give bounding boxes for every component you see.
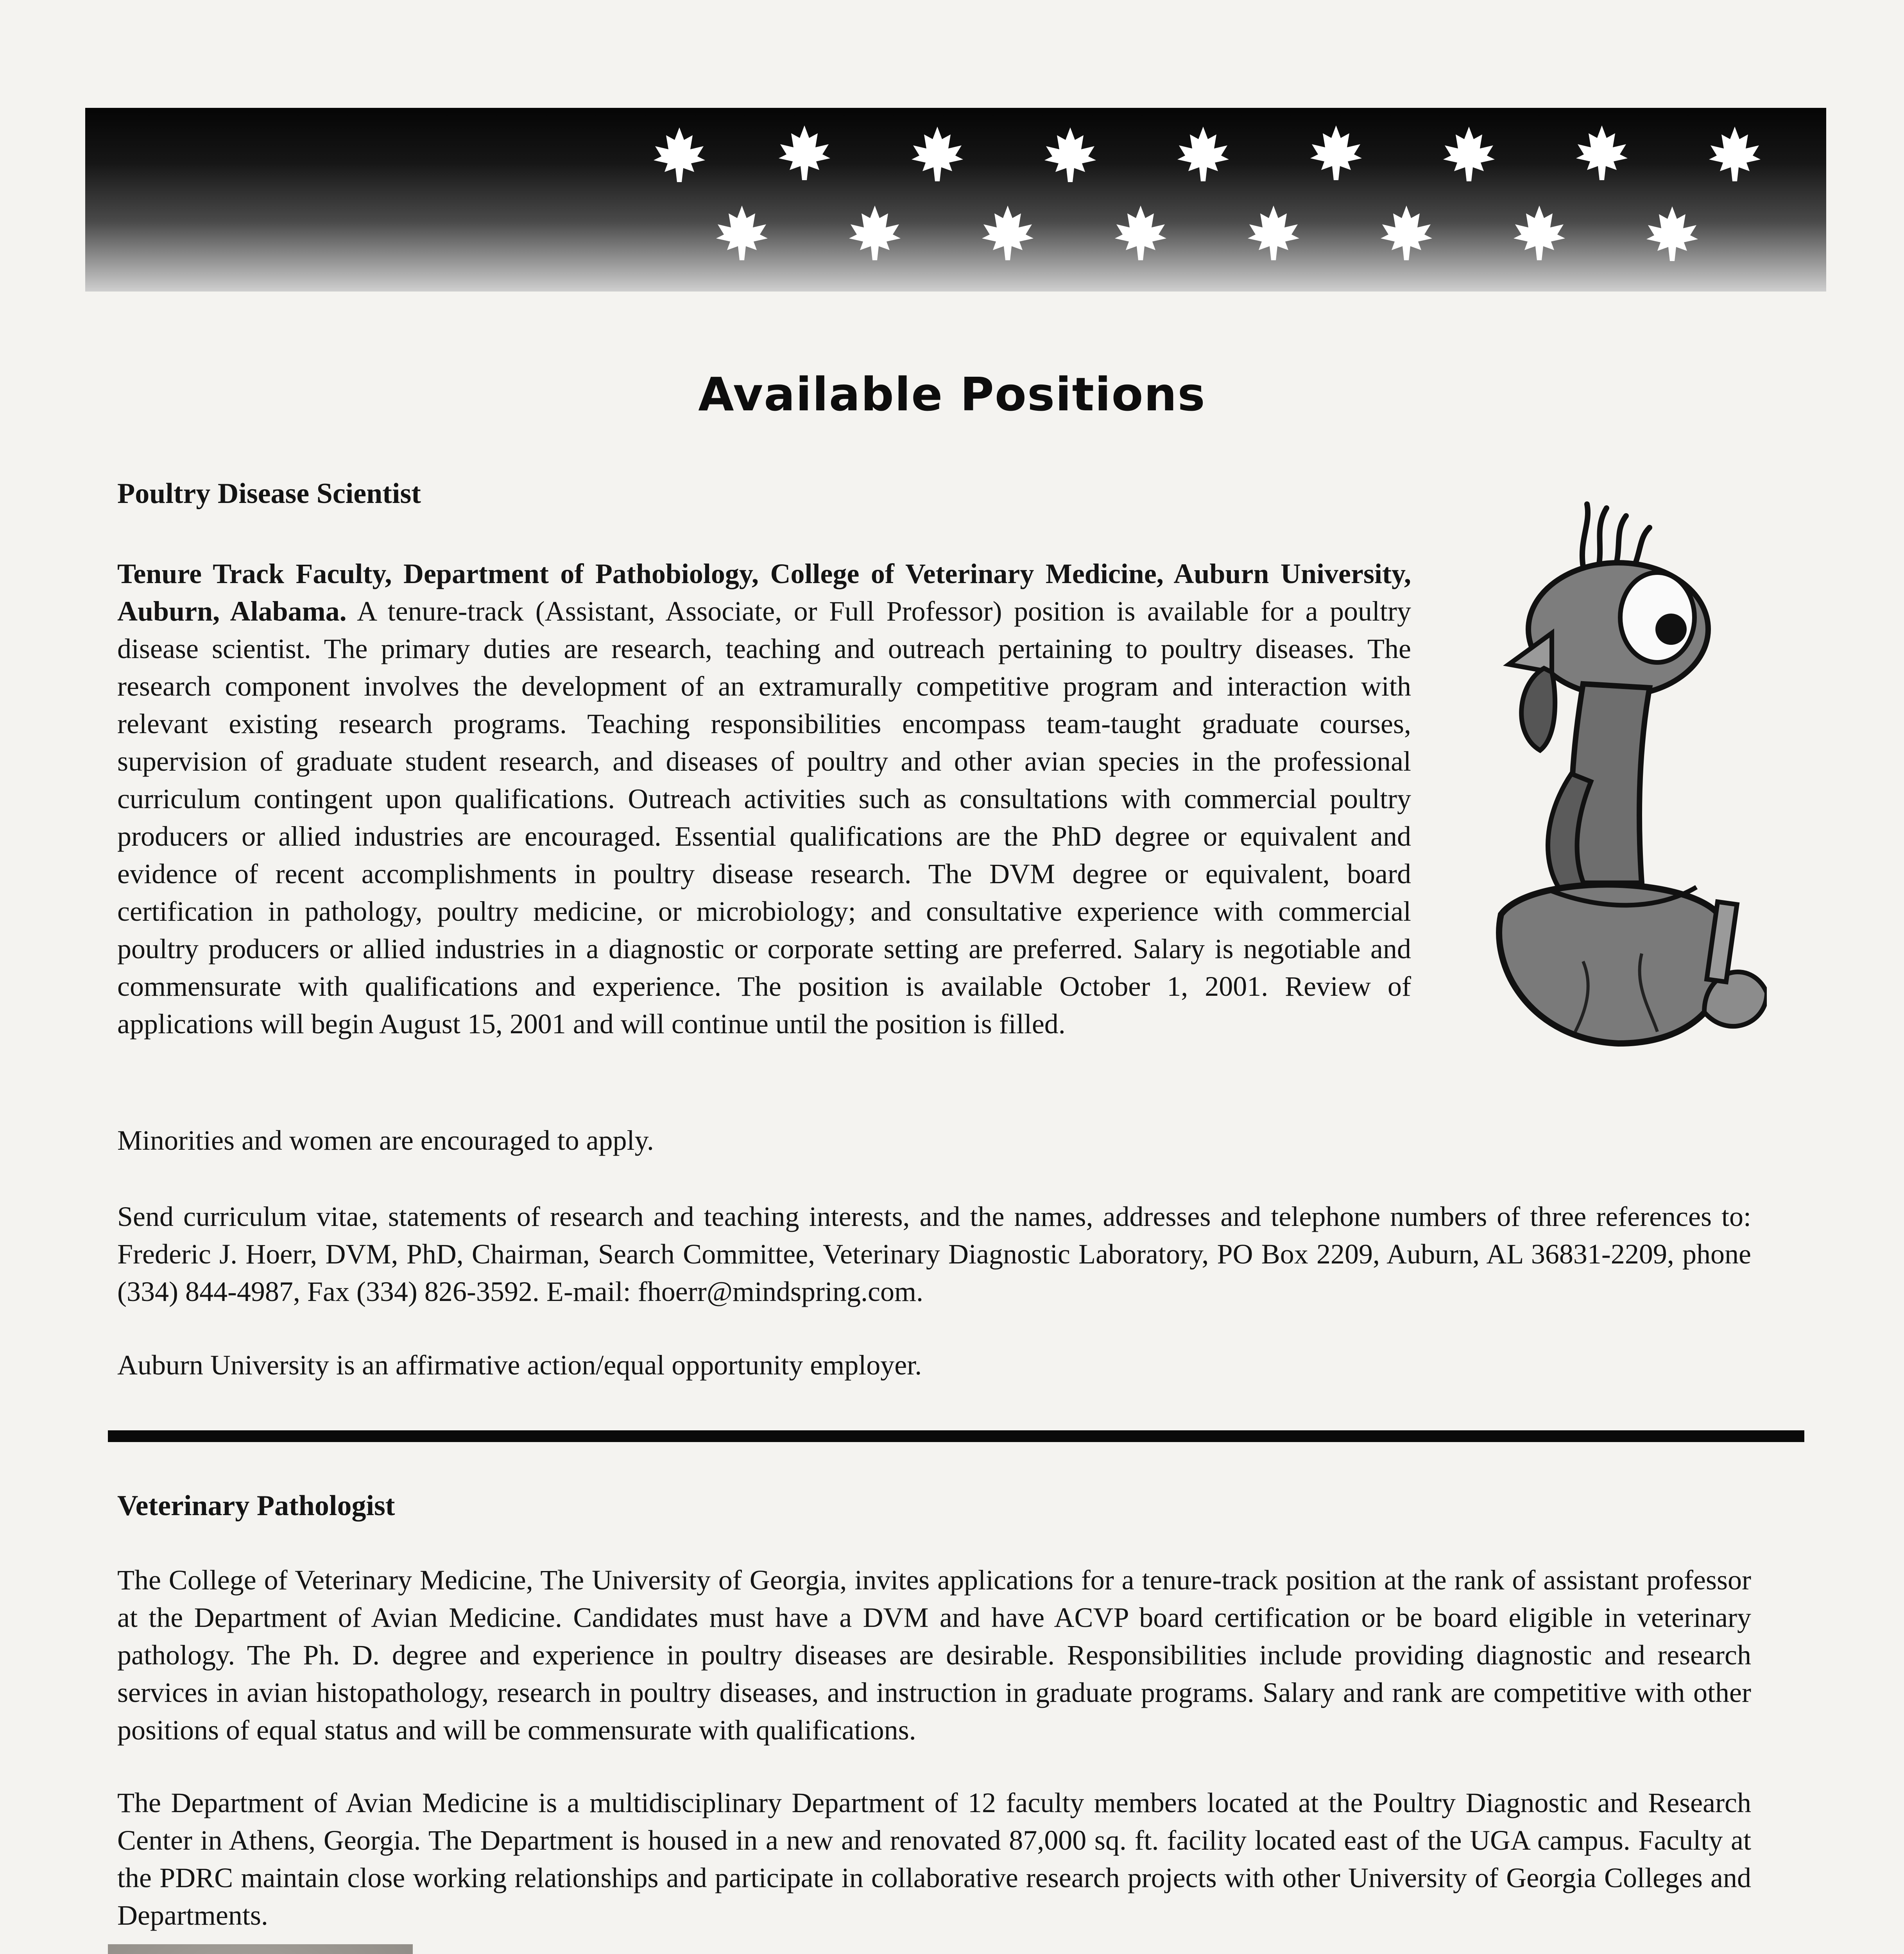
auburn-position-body: A tenure-track (Assistant, Associate, or Full Professor) position is available for a poultry disease scientist. The primary duties are research, teaching and outreach pertaining to poultry diseases. The research component involves the development of an extramurally competitive program and interaction with relevant existing research programs. Teaching responsibilities encompass team-taught graduate courses, supervision of graduate student research, and diseases of poultry and other avian species in the professional curriculum contingent upon qualifications. Outreach activities such as consultations with commercial poultry producers or allied industries are encouraged. Essential qualifications are the PhD degree or equivalent and evidence of recent accomplishments in poultry disease research. The DVM degree or equivalent, board certification in pathology, poultry medicine, or microbiology; and consultative experience with commercial poultry producers or allied industries in a diagnostic or corporate setting are preferred. Salary is negotiable and commensurate with qualifications and experience. The position is available October 1, 2001. Review of applications will begin August 15, 2001 and will continue until the position is filled. [117,596,1411,1040]
uga-department-description: The Department of Avian Medicine is a multidisciplinary Department of 12 faculty members located at the Poultry Diagnostic and Research Center in Athens, Georgia. The Department is housed in a new and renovated 87,000 sq. ft. facility located east of the UGA campus. Faculty at the PDRC maintain close working relationships and participate in collaborative research projects with other University of Georgia Colleges and Departments. [117,1787,1751,1931]
page-title: Available Positions [698,367,1206,421]
banner-leaves [85,108,1826,292]
section-heading-veterinary-pathologist: Veterinary Pathologist [117,1490,395,1522]
auburn-position-lead: Tenure Track Faculty, Department of Pathobiology, College of Veterinary Medicine, Auburn University, Auburn, Alabama. [117,558,1411,627]
turkey-cartoon-icon [1454,500,1767,1055]
maple-leaf-image [108,1944,413,1954]
maple-leaf-icon [654,125,1761,261]
section-divider [108,1430,1804,1442]
auburn-eeo-statement: Auburn University is an affirmative action/equal opportunity employer. [117,1349,922,1381]
maple-leaf-icon [108,1944,413,1954]
auburn-position-description [117,555,1411,1043]
section-heading-poultry-disease-scientist: Poultry Disease Scientist [117,478,421,510]
minorities-statement: Minorities and women are encouraged to apply. [117,1125,654,1156]
auburn-application-instructions: Send curriculum vitae, statements of research and teaching interests, and the names, addresses and telephone numbers of three references to: Frederic J. Hoerr, DVM, PhD, Chairman, Search Committee, Veterinary Diagnostic Laboratory, PO Box 2209, Auburn, AL 36831-2209, phone (334) 844-4987, Fax (334) 826-3592. E-mail: fhoerr@mindspring.com. [117,1201,1751,1307]
uga-position-description: The College of Veterinary Medicine, The University of Georgia, invites applications for a tenure-track position at the rank of assistant professor at the Department of Avian Medicine. Candidates must have a DVM and have ACVP board certification or be board eligible in veterinary pathology. The Ph. D. degree and experience in poultry diseases are desirable. Responsibilities include providing diagnostic and research services in avian histopathology, research in poultry diseases, and instruction in graduate programs. Salary and rank are competitive with other positions of equal status and will be commensurate with qualifications. [117,1564,1751,1746]
header-banner [85,108,1826,292]
